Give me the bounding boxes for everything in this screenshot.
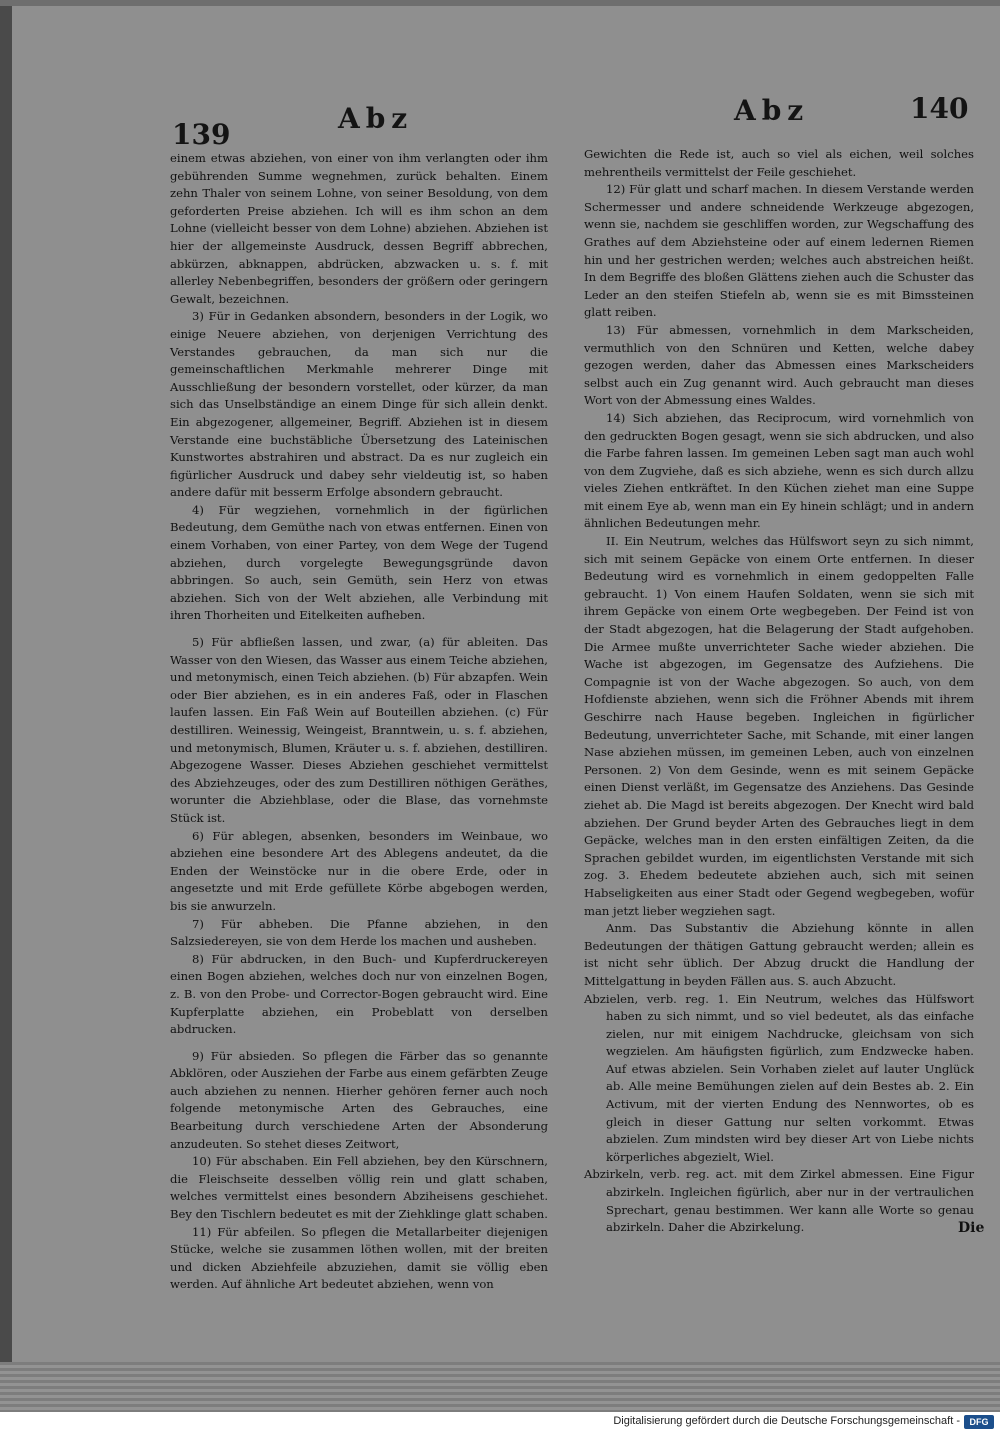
paragraph: II. Ein Neutrum, welches das Hülfswort seyn zu sich nimmt, sich mit seinem Gepäcke von einem Orte entfernen. In dieser Bedeutung wird es vornehmlich in einem gedoppelten Falle gebraucht. 1) Von einem Haufen Soldaten, wenn sie sich mit ihrem Gepäcke von einem Orte wegbegeben. Der Feind ist von der Stadt abgezogen, hat die Belagerung der Stadt aufgehoben. Die Armee mußte unverrichteter Sache wieder abziehen. Die Wache ist abgezogen, im Gegensatze des Aufziehens. Die Compagnie ist von der Wache abgezogen. So auch, von dem Hofdienste abziehen, wenn sich die Fröhner Abends mit ihrem Geschirre nach Hause begeben. Ingleichen in figürlicher Bedeutung, unverrichteter Sache, mit Schande, mit einer langen Nase abziehen müssen, im gemeinen Leben, auch von einzelnen Personen. 2) Von dem Gesinde, wenn es mit seinem Gepäcke einen Dienst verläßt, im Gegensatze des Anziehens. Das Gesinde ziehet ab. Die Magd ist bereits abgezogen. Der Knecht wird bald abziehen. Der Grund beyder Arten des Gebrauches liegt in dem Gepäcke, welches man in den ersten einfältigen Zeiten, da die Sprachen gebildet wurden, im eigentlichsten Verstande mit sich zog. 3. Ehedem bedeutete abziehen auch, sich mit seinen Habseligkeiten aus einer Stadt oder Gegend wegbegeben, wofür man jetzt lieber wegziehen sagt.	[584, 534, 974, 918]
left-column	[170, 150, 548, 1294]
paragraph: 8) Für abdrucken, in den Buch- und Kupferdruckereyen einen Bogen abziehen, welches doch nur von einzelnen Bogen, z. B. von den Probe- und Corrector-Bogen gebraucht wird. Eine Kupferplatte abziehen, ein Probeblatt von derselben abdrucken.	[170, 951, 548, 1037]
binding-edge	[0, 0, 12, 1412]
paragraph: 13) Für abmessen, vornehmlich in dem Markscheiden, vermuthlich von den Schnüren und Ketten, welche dabey gezogen werden, daher das Abmessen eines Markscheiders selbst auch ein Zug genannt wird. Auch gebraucht man dieses Wort von der Abmessung eines Waldes.	[584, 322, 974, 408]
paragraph: 14) Sich abziehen, das Reciprocum, wird vornehmlich von den gedruckten Bogen gesagt, wenn sie sich abdrucken, und also die Farbe fahren lassen. Im gemeinen Leben sagt man auch wohl von dem Zugviehe, daß es sich abziehe, wenn es sich durch allzu vieles Ziehen entkräftet. In den Küchen ziehet man eine Suppe mit einem Eye ab, wenn man ein Ey hinein schlägt; und in andern ähnlichen Bedeutungen mehr.	[584, 410, 974, 531]
paragraph: 11) Für abfeilen. So pflegen die Metallarbeiter diejenigen Stücke, welche sie zusammen löthen wollen, mit der breiten und dicken Abziehfeile abzuziehen, damit sie völlig eben werden. Auf ähnliche Art bedeutet abziehen, wenn von	[170, 1224, 548, 1292]
bottom-edge	[0, 1362, 1000, 1412]
paragraph: einem etwas abziehen, von einer von ihm verlangten oder ihm gebührenden Summe wegnehmen, zurück behalten. Einem zehn Thaler von seinem Lohne, von seiner Besoldung, von dem geforderten Preise abziehen. Ich will es ihm schon an dem Lohne (vielleicht besser von dem Lohne) abziehen. Abziehen ist hier der allgemeinste Ausdruck, dessen Begriff abbrechen, abkürzen, abknappen, abdrücken, abzwacken u. s. f. mit allerley Nebenbegriffen, besonders der größern oder geringern Gewalt, bezeichnen.	[170, 151, 548, 306]
dfg-logo: DFG	[964, 1415, 994, 1429]
running-head-left: Abz	[338, 102, 414, 135]
paragraph: 3) Für in Gedanken absondern, besonders in der Logik, wo einige Neuere abziehen, von derjenigen Verrichtung des Verstandes gebrauchen, da man sich nur die gemeinschaftlichen Merkmahle mehrerer Dinge mit Ausschließung der besondern vorstellet, oder kürzer, da man sich das Unselbständige an einem Dinge für sich allein denkt. Ein abgezogener, allgemeiner, Begriff. Abziehen ist in diesem Verstande eine buchstäbliche Übersetzung des Lateinischen Kunstwortes abstrahiren und abstract. Da es nur zugleich ein figürlicher Ausdruck und dabey sehr vieldeutig ist, so haben andere dafür mit besserm Erfolge absondern gebraucht.	[170, 309, 548, 500]
page-number-left: 139	[172, 118, 231, 151]
right-column	[584, 146, 974, 1237]
dictionary-entry: Abzirkeln, verb. reg. act. mit dem Zirkel abmessen. Eine Figur abzirkeln. Ingleichen figürlich, aber nur in der vertraulichen Sprechart, genau bestimmen. Wer kann alle Worte so genau abzirkeln. Daher die Abzirkelung.	[584, 1167, 974, 1235]
catchword: Die	[958, 1220, 985, 1236]
paragraph: 7) Für abheben. Die Pfanne abziehen, in den Salzsiedereyen, sie von dem Herde los machen und ausheben.	[170, 916, 548, 949]
credit-text: Digitalisierung gefördert durch die Deutsche Forschungsgemeinschaft -	[613, 1415, 960, 1427]
page-number-right: 140	[910, 92, 969, 125]
paragraph: 5) Für abfließen lassen, und zwar, (a) für ableiten. Das Wasser von den Wiesen, das Wasser aus einem Teiche abziehen, und metonymisch, einen Teich abziehen. (b) Für abzapfen. Wein oder Bier abziehen, es in ein anderes Faß, oder in Flaschen laufen lassen. Ein Faß Wein auf Bouteillen abziehen. (c) Für destilliren. Weinessig, Weingeist, Branntwein, u. s. f. abziehen, und metonymisch, Blumen, Kräuter u. s. f. abziehen, destilliren. Abgezogene Wasser. Dieses Abziehen geschiehet vermittelst des Abziehzeuges, oder des zum Destilliren nöthigen Geräthes, worunter die Abziehblase, oder die Blase, das vornehmste Stück ist.	[170, 635, 548, 825]
paragraph: 12) Für glatt und scharf machen. In diesem Verstande werden Schermesser und andere schneidende Werkzeuge abgezogen, wenn sie, nachdem sie geschliffen worden, zur Wegschaffung des Grathes auf dem Abziehsteine oder auf einem ledernen Riemen hin und her gestrichen werden; welches auch abstreichen heißt. In dem Begriffe des bloßen Glättens ziehen auch die Schuster das Leder an den steifen Stiefeln ab, wenn sie es mit Bimssteinen glatt reiben.	[584, 182, 974, 320]
paragraph: 6) Für ablegen, absenken, besonders im Weinbaue, wo abziehen eine besondere Art des Ablegens andeutet, da die Enden der Weinstöcke nur in die obere Erde, oder in angesetzte und mit Erde gefüllete Körbe abgebogen werden, bis sie anwurzeln.	[170, 828, 548, 913]
paragraph: Anm. Das Substantiv die Abziehung könnte in allen Bedeutungen der thätigen Gattung gebraucht werden; allein es ist nicht sehr üblich. Der Abzug druckt die Handlung der Mittelgattung in beyden Fällen aus. S. auch Abzucht.	[584, 921, 974, 988]
paragraph: 9) Für absieden. So pflegen die Färber das so genannte Abklören, oder Ausziehen der Farbe aus einem gefärbten Zeuge auch abziehen zu nennen. Hierher gehören ferner auch noch folgende metonymische Arten des Gebrauches, eine Bearbeitung durch verschiedene Arten der Absonderung anzudeuten. So stehet dieses Zeitwort,	[170, 1048, 548, 1151]
paragraph: Gewichten die Rede ist, auch so viel als eichen, weil solches mehrentheils vermittelst der Feile geschiehet.	[584, 147, 974, 179]
top-edge	[0, 0, 1000, 6]
paragraph: 10) Für abschaben. Ein Fell abziehen, bey den Kürschnern, die Fleischseite desselben völlig rein und glatt schaben, welches vermittelst eines besondern Abziheisens geschiehet. Bey den Tischlern bedeutet es mit der Ziehklinge glatt schaben.	[170, 1154, 548, 1222]
paragraph: 4) Für wegziehen, vornehmlich in der figürlichen Bedeutung, dem Gemüthe nach von etwas entfernen. Einen von einem Vorhaben, von einer Partey, von dem Wege der Tugend abziehen, durch vorgelegte Bewegungsgründe davon abbringen. So auch, sein Gemüth, sein Herz von etwas abziehen. Sich von der Welt abziehen, alle Verbindung mit ihren Thorheiten und Eitelkeiten aufheben.	[170, 502, 548, 623]
dictionary-entry: Abzielen, verb. reg. 1. Ein Neutrum, welches das Hülfswort haben zu sich nimmt, und so viel bedeutet, als das einfache zielen, nur mit einigem Nachdrucke, gleichsam von sich wegzielen. Am häufigsten figürlich, zum Endzwecke haben. Auf etwas abzielen. Sein Vorhaben zielet auf lauter Unglück ab. Alle meine Bemühungen zielen auf dein Bestes ab. 2. Ein Activum, mit der vierten Endung des Nennwortes, ob es gleich in dieser Gattung nur selten vorkommt. Etwas abzielen. Zum mindsten wird bey dieser Art von Liebe nichts körperliches abgezielt, Wiel.	[584, 991, 974, 1164]
footer-bar	[0, 1412, 1000, 1432]
running-head-right: Abz	[734, 94, 810, 127]
